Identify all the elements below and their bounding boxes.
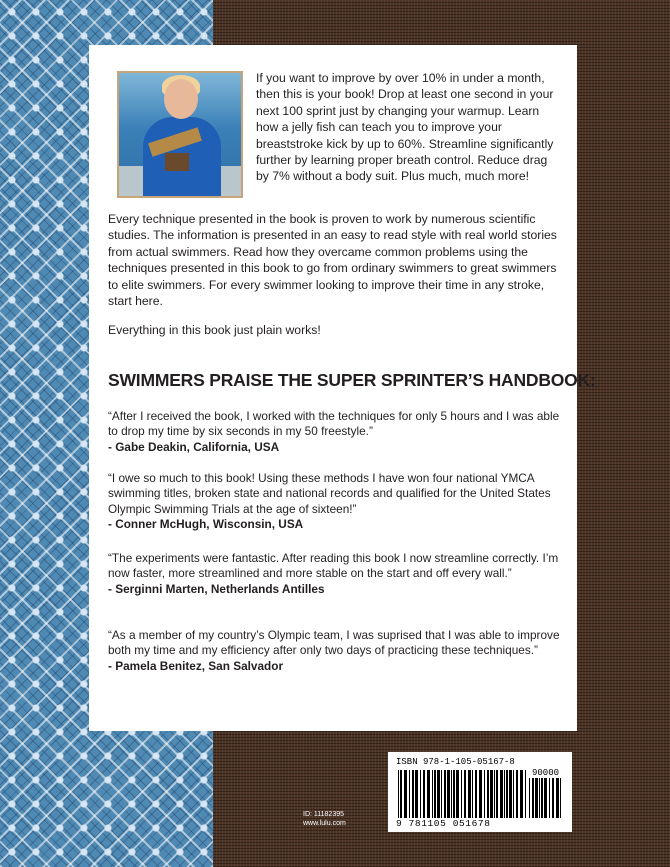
testimonial-author: - Conner McHugh, Wisconsin, USA	[108, 516, 304, 531]
testimonial-4	[108, 628, 563, 674]
swimmer-photo	[117, 71, 243, 198]
publisher-info	[303, 811, 346, 828]
testimonial-3	[108, 551, 563, 597]
isbn-barcode	[388, 752, 572, 832]
testimonial-quote: “As a member of my country’s Olympic team, I was suprised that I was able to improve both my time and my efficiency after only two days of practicing these techniques.”	[108, 628, 560, 658]
testimonial-quote: “I owe so much to this book! Using these methods I have won four national YMCA swimming titles, broken state and national records and qualified for the United States Olympic Swimming Trials at the age of sixteen!”	[108, 471, 551, 516]
isbn-text: ISBN 978-1-105-05167-8	[396, 757, 515, 767]
swimmer-face	[164, 79, 198, 119]
barcode-bars	[398, 770, 526, 818]
testimonial-quote: “After I received the book, I worked with the techniques for only 5 hours and I was able to drop my time by six seconds in my 50 freestyle.”	[108, 409, 560, 439]
trophy-base	[165, 153, 189, 171]
testimonial-quote: “The experiments were fantastic. After reading this book I now streamline correctly. I’m now faster, more streamlined and more stable on the start and off every wall.”	[108, 551, 559, 581]
body-paragraph: Every technique presented in the book is proven to work by numerous scientific studies. The information is presented in an easy to read style with real world stories from actual swimmers. Read how they overcame common problems using the techniques presented in this book to go from ordinary swimmers to great swimmers to elite swimmers. For every swimmer looking to improve their time in any stroke, start here.	[108, 212, 557, 309]
testimonial-2	[108, 471, 563, 532]
barcode-addon-bars	[529, 778, 565, 818]
testimonial-author: - Pamela Benitez, San Salvador	[108, 658, 284, 673]
closing-line: Everything in this book just plain works!	[108, 323, 321, 337]
testimonial-1	[108, 409, 563, 455]
testimonial-author: - Serginni Marten, Netherlands Antilles	[108, 581, 325, 596]
publisher-url: www.lulu.com	[303, 819, 346, 827]
praise-heading: SWIMMERS PRAISE THE SUPER SPRINTER’S HANDBOOK:	[108, 370, 596, 390]
price-code: 90000	[532, 768, 560, 778]
barcode-digits: 9 781105 051678	[396, 818, 491, 829]
intro-text: If you want to improve by over 10% in under a month, then this is your book! Drop at least one second in your next 100 sprint just by changing your warmup. Learn how a jelly fish can teach you to improve your breaststroke kick by up to 60%. Streamline significantly further by learning proper breath control. Reduce drag by 7% without a body suit. Plus much, much more!	[256, 71, 554, 184]
publisher-id: ID: 11182395	[303, 811, 344, 818]
testimonial-author: - Gabe Deakin, California, USA	[108, 439, 280, 454]
